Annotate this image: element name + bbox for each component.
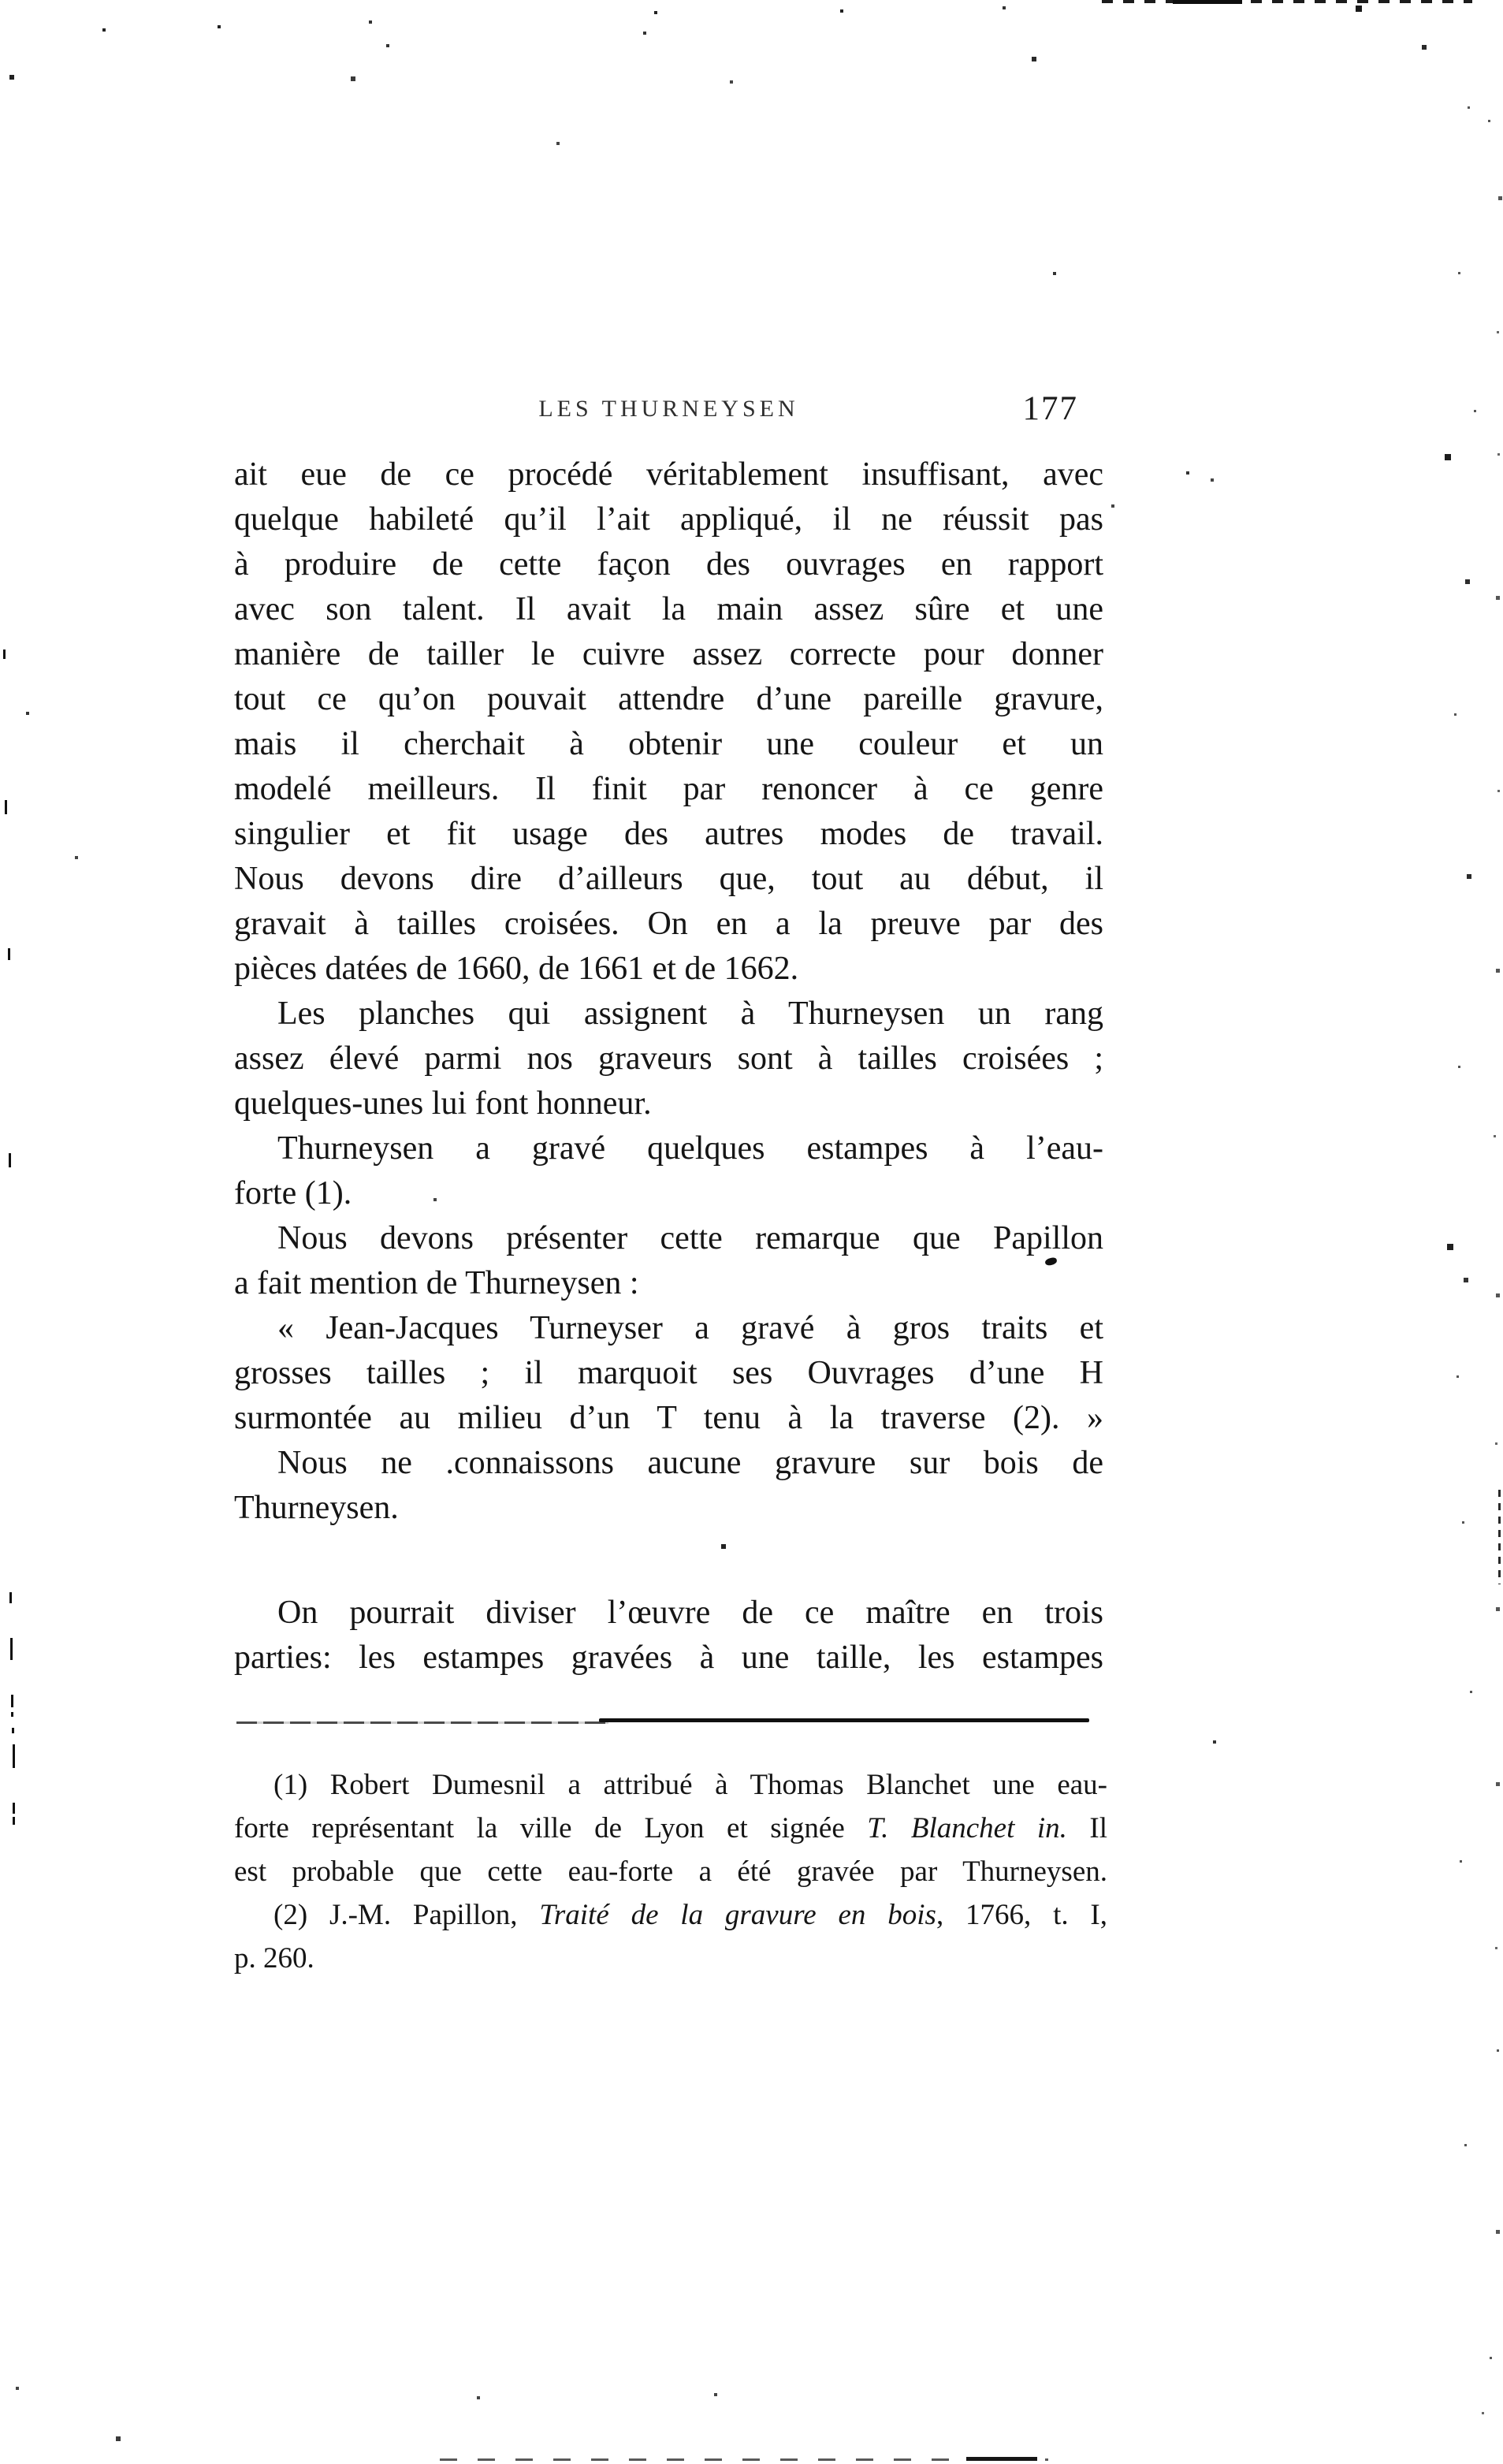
text-segment: ait eue de ce procédé véritablement insuffisant, avec — [234, 456, 1103, 493]
text-segment: « Jean-Jacques Turneyser a gravé à gros traits et — [277, 1310, 1103, 1346]
text-line — [234, 1486, 1103, 1531]
text-segment: assez élevé parmi nos graveurs sont à tailles croisées ; — [234, 1040, 1103, 1077]
text-line — [234, 857, 1103, 902]
text-line — [234, 722, 1103, 767]
text-segment: quelques-unes lui font honneur. — [234, 1085, 652, 1122]
text-line — [234, 1306, 1103, 1351]
footnote-separator-thick — [599, 1718, 1089, 1722]
text-line — [234, 542, 1103, 587]
text-segment: a fait mention de Thurneysen : — [234, 1265, 639, 1301]
text-line — [234, 1636, 1103, 1681]
text-segment: p. 260. — [234, 1942, 314, 1975]
text-line — [234, 1937, 1107, 1980]
text-line — [234, 1850, 1107, 1893]
text-line — [234, 902, 1103, 947]
scan-edge-line-top — [1102, 0, 1472, 3]
margin-mark — [10, 1638, 13, 1660]
text-line — [234, 1441, 1103, 1486]
text-segment: Nous ne .connaissons aucune gravure sur bois de — [277, 1445, 1103, 1481]
text-line — [234, 1126, 1103, 1171]
text-segment: manière de tailler le cuivre assez correcte pour donner — [234, 636, 1103, 672]
text-segment: tout ce qu’on pouvait attendre d’une pareille gravure, — [234, 681, 1103, 717]
text-line — [234, 812, 1103, 857]
text-line — [234, 1591, 1103, 1636]
text-line — [234, 587, 1103, 632]
text-segment: Thurneysen a gravé quelques estampes à l’eau- — [277, 1130, 1103, 1167]
text-line — [234, 992, 1103, 1037]
text-line — [234, 497, 1103, 542]
text-segment: Nous devons dire d’ailleurs que, tout au début, il — [234, 861, 1103, 897]
text-line — [234, 947, 1103, 992]
text-segment: (1) Robert Dumesnil a attribué à Thomas Blanchet une eau- — [273, 1769, 1107, 1801]
margin-mark — [12, 1728, 14, 1733]
text-segment: Les planches qui assignent à Thurneysen un rang — [277, 996, 1103, 1032]
text-line — [234, 1216, 1103, 1261]
scan-specks-faint — [0, 0, 2, 2]
text-segment: modelé meilleurs. Il finit par renoncer à ce genre — [234, 771, 1103, 807]
running-head — [234, 391, 1103, 432]
text-segment: est probable que cette eau-forte a été gravée par Thurneysen. — [234, 1855, 1107, 1888]
scan-edge-line-top-solid — [1173, 0, 1242, 4]
footnote-separator-thin — [236, 1721, 608, 1724]
text-line — [234, 1037, 1103, 1081]
margin-mark — [11, 1712, 13, 1717]
text-segment: (2) J.-M. Papillon, — [273, 1899, 540, 1931]
text-segment: à produire de cette façon des ouvrages en rapport — [234, 546, 1103, 583]
page-number: 177 — [1022, 390, 1078, 427]
text-segment: surmontée au milieu d’un T tenu à la traverse (2). » — [234, 1400, 1103, 1436]
body-text — [234, 452, 1103, 1681]
text-segment: Il — [1066, 1812, 1107, 1844]
text-line — [234, 677, 1103, 722]
italic-text: Traité de la gravure en bois — [539, 1899, 936, 1931]
text-segment: Thurneysen. — [234, 1490, 399, 1526]
text-line — [234, 452, 1103, 497]
text-segment: quelque habileté qu’il l’ait appliqué, il ne réussit pas — [234, 501, 1103, 538]
margin-mark — [13, 1744, 15, 1768]
text-line — [234, 1261, 1103, 1306]
margin-mark — [9, 1153, 11, 1167]
text-segment: pièces datées de 1660, de 1661 et de 1662. — [234, 951, 799, 987]
text-line — [234, 1763, 1107, 1807]
text-line — [234, 1351, 1103, 1396]
text-line — [234, 1893, 1107, 1937]
margin-mark — [5, 800, 7, 814]
scan-edge-line-bottom-solid — [966, 2457, 1037, 2461]
text-segment: On pourrait diviser l’œuvre de ce maître en trois — [277, 1595, 1103, 1631]
text-segment: mais il cherchait à obtenir une couleur et un — [234, 726, 1103, 762]
text-line — [234, 632, 1103, 677]
text-line — [234, 1081, 1103, 1126]
text-segment: forte (1). — [234, 1175, 352, 1212]
scan-edge-line-right — [1498, 1490, 1501, 1584]
text-line — [234, 1171, 1103, 1216]
text-segment: parties: les estampes gravées à une taille, les estampes — [234, 1640, 1103, 1676]
scan-edge-line-bottom — [440, 2458, 1048, 2461]
margin-mark — [13, 1803, 15, 1814]
text-segment: singulier et fit usage des autres modes de travail. — [234, 816, 1103, 852]
margin-mark — [8, 948, 10, 960]
margin-mark — [3, 649, 6, 659]
italic-text: T. Blanchet in. — [867, 1812, 1067, 1844]
text-segment: , 1766, t. I, — [936, 1899, 1108, 1931]
margin-mark — [13, 1817, 15, 1825]
text-line — [234, 1396, 1103, 1441]
text-line — [234, 767, 1103, 812]
margin-mark — [11, 1695, 13, 1707]
text-segment: forte représentant la ville de Lyon et signée — [234, 1812, 868, 1844]
text-line — [234, 1807, 1107, 1850]
footnotes — [234, 1763, 1107, 1980]
text-segment: avec son talent. Il avait la main assez sûre et une — [234, 591, 1103, 627]
text-segment: Nous devons présenter cette remarque que Papillon — [277, 1220, 1103, 1256]
running-title: LES THURNEYSEN — [538, 396, 799, 422]
text-segment: grosses tailles ; il marquoit ses Ouvrages d’une H — [234, 1355, 1103, 1391]
margin-mark — [9, 1592, 12, 1603]
text-segment: gravait à tailles croisées. On en a la preuve par des — [234, 906, 1103, 942]
